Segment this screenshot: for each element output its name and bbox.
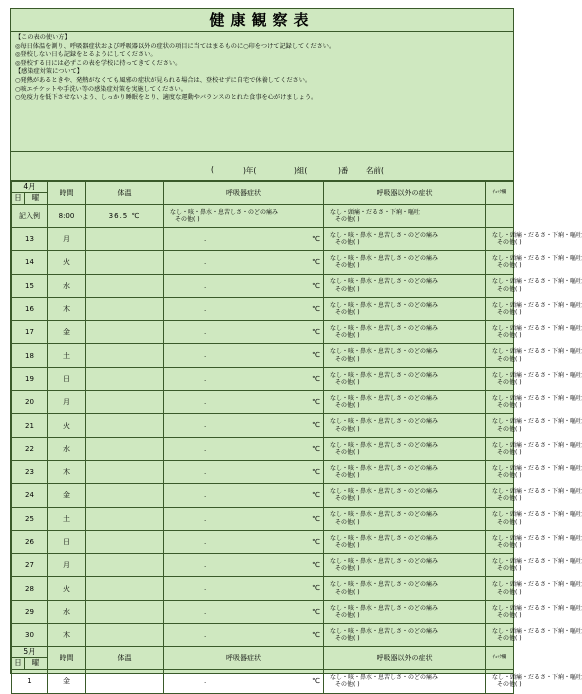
- temp-decimal-point: .: [204, 351, 207, 360]
- row-weekday: 木: [48, 297, 86, 320]
- table-row: [12, 437, 514, 460]
- row-day: 22: [12, 437, 48, 460]
- table-row: [12, 484, 514, 507]
- class-field[interactable]: )組(: [294, 166, 308, 175]
- resp-options-line1: なし・咳・鼻水・息苦しさ・のどの痛み: [330, 488, 439, 496]
- row-weekday: 金: [48, 484, 86, 507]
- weekday-header: 曜: [31, 193, 40, 202]
- row-time-input[interactable]: [86, 554, 164, 577]
- resp-options-line1: なし・咳・鼻水・息苦しさ・のどの痛み: [330, 231, 439, 239]
- table-row: [12, 414, 514, 437]
- month-label: 5月: [12, 647, 47, 658]
- row-temp-input[interactable]: [164, 414, 324, 437]
- row-nonresp-options[interactable]: [486, 367, 582, 390]
- nonresp-options-line2: その他( ): [497, 309, 522, 317]
- row-nonresp-options[interactable]: [486, 437, 582, 460]
- row-nonresp-options[interactable]: [486, 600, 582, 623]
- row-day: 29: [12, 600, 48, 623]
- table-row: [12, 577, 514, 600]
- row-time-input[interactable]: [86, 460, 164, 483]
- table-row: [12, 251, 514, 274]
- row-nonresp-options[interactable]: [486, 297, 582, 320]
- nonresp-options-line1: なし・頭痛・だるさ・下痢・嘔吐: [492, 581, 582, 589]
- instruction-line: ◎登校する日には必ずこの表を学校に持ってきてください。: [15, 59, 182, 67]
- resp-options-line1: なし・咳・鼻水・息苦しさ・のどの痛み: [330, 278, 439, 286]
- row-time-input[interactable]: [86, 507, 164, 530]
- row-temp-input[interactable]: [164, 437, 324, 460]
- row-resp-options[interactable]: [324, 321, 486, 344]
- row-nonresp-options[interactable]: [486, 577, 582, 600]
- row-weekday: 木: [48, 624, 86, 647]
- example-row: [12, 205, 514, 228]
- example-resp-line1: なし・咳・鼻水・息苦しさ・のどの痛み: [170, 208, 279, 216]
- temp-decimal-point: .: [204, 258, 207, 267]
- row-time-input[interactable]: [86, 600, 164, 623]
- row-resp-options[interactable]: [324, 391, 486, 414]
- row-day: 18: [12, 344, 48, 367]
- weekday-header: 曜: [31, 658, 40, 668]
- row-resp-options[interactable]: [324, 624, 486, 647]
- row-temp-input[interactable]: [164, 670, 324, 693]
- nonresp-options-line2: その他( ): [497, 565, 522, 573]
- row-day: 23: [12, 460, 48, 483]
- row-nonresp-options[interactable]: [486, 228, 582, 251]
- row-resp-options[interactable]: [324, 507, 486, 530]
- resp-options-line2: その他( ): [335, 378, 360, 386]
- example-check: [486, 205, 514, 228]
- temp-unit: ℃: [312, 421, 320, 430]
- temp-unit: ℃: [312, 258, 320, 267]
- row-weekday: 火: [48, 577, 86, 600]
- row-resp-options[interactable]: [324, 414, 486, 437]
- row-temp-input[interactable]: [164, 274, 324, 297]
- row-resp-options[interactable]: [324, 297, 486, 320]
- name-field[interactable]: 名前(: [366, 166, 384, 175]
- instruction-line: 【感染症対策について】: [15, 68, 83, 76]
- temp-unit: ℃: [312, 281, 320, 290]
- temp-unit: ℃: [312, 537, 320, 546]
- table-row: [12, 460, 514, 483]
- instructions: [11, 32, 513, 152]
- student-info-row: [11, 152, 513, 181]
- row-day: 25: [12, 507, 48, 530]
- row-weekday: 土: [48, 344, 86, 367]
- nonresp-options-line2: その他( ): [497, 635, 522, 643]
- instruction-line: ○咳エチケットや手洗い等の感染症対策を実施してください。: [15, 85, 187, 93]
- row-resp-options[interactable]: [324, 274, 486, 297]
- resp-options-line2: その他( ): [335, 355, 360, 363]
- temp-decimal-point: .: [204, 398, 207, 407]
- row-temp-input[interactable]: [164, 228, 324, 251]
- year-field[interactable]: )年(: [243, 166, 257, 175]
- row-time-input[interactable]: [86, 484, 164, 507]
- row-temp-input[interactable]: [164, 577, 324, 600]
- nonresp-options-line2: その他( ): [497, 681, 522, 689]
- row-nonresp-options[interactable]: [486, 484, 582, 507]
- example-time: 8:00: [48, 205, 86, 228]
- nonresp-options-line1: なし・頭痛・だるさ・下痢・嘔吐: [492, 418, 582, 426]
- temp-unit: ℃: [312, 631, 320, 640]
- temp-header: 体温: [86, 647, 164, 670]
- temp-decimal-point: .: [204, 467, 207, 476]
- table-row: [12, 321, 514, 344]
- time-header: 時間: [48, 647, 86, 670]
- row-nonresp-options[interactable]: [486, 530, 582, 553]
- temp-decimal-point: .: [204, 631, 207, 640]
- time-header: 時間: [48, 182, 86, 205]
- nonresp-options-line1: なし・頭痛・だるさ・下痢・嘔吐: [492, 627, 582, 635]
- row-resp-options[interactable]: [324, 460, 486, 483]
- resp-options-line2: その他( ): [335, 425, 360, 433]
- instruction-line: ◎登校しない日も記録をとるようにしてください。: [15, 51, 157, 59]
- row-resp-options[interactable]: [324, 437, 486, 460]
- row-temp-input[interactable]: [164, 460, 324, 483]
- row-resp-options[interactable]: [324, 600, 486, 623]
- row-time-input[interactable]: [86, 367, 164, 390]
- table-header: [12, 182, 514, 205]
- nonresp-options-line1: なし・頭痛・だるさ・下痢・嘔吐: [492, 488, 582, 496]
- nonresp-options-line1: なし・頭痛・だるさ・下痢・嘔吐: [492, 394, 582, 402]
- example-nonresp-line2: その他( ): [335, 216, 360, 223]
- number-field[interactable]: )番: [338, 166, 349, 175]
- row-weekday: 月: [48, 228, 86, 251]
- temp-unit: ℃: [312, 514, 320, 523]
- row-time-input[interactable]: [86, 274, 164, 297]
- row-weekday: 水: [48, 600, 86, 623]
- nonresp-options-line2: その他( ): [497, 542, 522, 549]
- row-temp-input[interactable]: [164, 600, 324, 623]
- table-row: [12, 274, 514, 297]
- page-title: 健康観察表: [11, 9, 513, 32]
- temp-unit: ℃: [312, 491, 320, 500]
- row-weekday: 月: [48, 554, 86, 577]
- nonresp-options-line1: なし・頭痛・だるさ・下痢・嘔吐: [492, 231, 582, 239]
- row-resp-options[interactable]: [324, 530, 486, 553]
- row-time-input[interactable]: [86, 391, 164, 414]
- resp-options-line2: その他( ): [335, 542, 360, 549]
- row-temp-input[interactable]: [164, 321, 324, 344]
- example-nonresp-line1: なし・頭痛・だるさ・下痢・嘔吐: [330, 208, 421, 216]
- nonresp-options-line2: その他( ): [497, 495, 522, 503]
- temp-decimal-point: .: [204, 491, 207, 500]
- temp-unit: ℃: [312, 328, 320, 337]
- row-nonresp-options[interactable]: [486, 344, 582, 367]
- resp-options-line1: なし・咳・鼻水・息苦しさ・のどの痛み: [330, 511, 439, 519]
- nonresp-options-line2: その他( ): [497, 588, 522, 596]
- resp-options-line2: その他( ): [335, 285, 360, 293]
- row-resp-options[interactable]: [324, 554, 486, 577]
- example-resp: [164, 205, 324, 228]
- temp-unit: ℃: [312, 677, 320, 686]
- temp-decimal-point: .: [204, 235, 207, 243]
- resp-options-line1: なし・咳・鼻水・息苦しさ・のどの痛み: [330, 325, 439, 333]
- resp-options-line2: その他( ): [335, 309, 360, 317]
- row-day: 27: [12, 554, 48, 577]
- resp-options-line1: なし・咳・鼻水・息苦しさ・のどの痛み: [330, 627, 439, 635]
- row-temp-input[interactable]: [164, 554, 324, 577]
- row-day: 17: [12, 321, 48, 344]
- row-day: 30: [12, 624, 48, 647]
- resp-options-line2: その他( ): [335, 518, 360, 526]
- row-day: 28: [12, 577, 48, 600]
- row-weekday: 水: [48, 274, 86, 297]
- temp-unit: ℃: [312, 235, 320, 243]
- example-temp: 36.5 ℃: [86, 205, 164, 228]
- row-day: 20: [12, 391, 48, 414]
- nonresp-options-line1: なし・頭痛・だるさ・下痢・嘔吐: [492, 301, 582, 309]
- row-resp-options[interactable]: [324, 228, 486, 251]
- row-temp-input[interactable]: [164, 367, 324, 390]
- nonresp-options-line1: なし・頭痛・だるさ・下痢・嘔吐: [492, 534, 582, 542]
- temp-unit: ℃: [312, 584, 320, 593]
- resp-options-line2: その他( ): [335, 402, 360, 410]
- row-day: 21: [12, 414, 48, 437]
- temp-unit: ℃: [312, 304, 320, 313]
- row-weekday: 日: [48, 530, 86, 553]
- table-row: [12, 367, 514, 390]
- row-nonresp-options[interactable]: [486, 391, 582, 414]
- row-time-input[interactable]: [86, 530, 164, 553]
- resp-options-line1: なし・咳・鼻水・息苦しさ・のどの痛み: [330, 255, 439, 263]
- day-header: 日: [12, 657, 25, 669]
- row-weekday: 日: [48, 367, 86, 390]
- row-weekday: 火: [48, 251, 86, 274]
- row-weekday: 金: [48, 670, 86, 693]
- resp-options-line1: なし・咳・鼻水・息苦しさ・のどの痛み: [330, 394, 439, 402]
- nonresp-options-line1: なし・頭痛・だるさ・下痢・嘔吐: [492, 278, 582, 286]
- row-resp-options[interactable]: [324, 367, 486, 390]
- table-row: [12, 344, 514, 367]
- row-temp-input[interactable]: [164, 251, 324, 274]
- temp-decimal-point: .: [204, 561, 207, 570]
- month-day-header: [12, 647, 48, 670]
- row-resp-options[interactable]: [324, 577, 486, 600]
- temp-unit: ℃: [312, 398, 320, 407]
- row-temp-input[interactable]: [164, 391, 324, 414]
- temp-unit: ℃: [312, 351, 320, 360]
- nonresp-options-line1: なし・頭痛・だるさ・下痢・嘔吐: [492, 604, 582, 612]
- row-time-input[interactable]: [86, 624, 164, 647]
- resp-options-line1: なし・咳・鼻水・息苦しさ・のどの痛み: [330, 674, 439, 682]
- row-resp-options[interactable]: [324, 484, 486, 507]
- month-day-header: [12, 182, 48, 205]
- row-time-input[interactable]: [86, 670, 164, 693]
- temp-header: 体温: [86, 182, 164, 205]
- row-nonresp-options[interactable]: [486, 624, 582, 647]
- temp-decimal-point: .: [204, 421, 207, 430]
- resp-options-line2: その他( ): [335, 472, 360, 480]
- nonresp-options-line2: その他( ): [497, 402, 522, 410]
- resp-options-line2: その他( ): [335, 611, 360, 619]
- temp-unit: ℃: [312, 467, 320, 476]
- row-day: 1: [12, 670, 48, 693]
- instruction-line: ○発熱があるときや、発熱がなくても風邪の症状が見られる場合は、登校せずに自宅で休養してください。: [15, 76, 312, 84]
- instruction-line: ○免疫力を低下させないよう、しっかり睡眠をとり、適度な運動やバランスのとれた食事を心がけましょう。: [15, 94, 318, 102]
- temp-unit: ℃: [312, 374, 320, 383]
- nonresp-options-line1: なし・頭痛・だるさ・下痢・嘔吐: [492, 441, 582, 449]
- nonresp-options-line1: なし・頭痛・だるさ・下痢・嘔吐: [492, 348, 582, 356]
- nonresp-options-line1: なし・頭痛・だるさ・下痢・嘔吐: [492, 674, 582, 682]
- row-day: 19: [12, 367, 48, 390]
- temp-decimal-point: .: [204, 677, 207, 686]
- row-temp-input[interactable]: [164, 344, 324, 367]
- example-label: 記入例: [12, 205, 48, 228]
- table-header-may: [12, 647, 514, 670]
- row-weekday: 水: [48, 437, 86, 460]
- resp-options-line1: なし・咳・鼻水・息苦しさ・のどの痛み: [330, 371, 439, 379]
- row-time-input[interactable]: [86, 228, 164, 251]
- row-nonresp-options[interactable]: [486, 321, 582, 344]
- nonresp-options-line2: その他( ): [497, 472, 522, 480]
- row-temp-input[interactable]: [164, 530, 324, 553]
- resp-options-line1: なし・咳・鼻水・息苦しさ・のどの痛み: [330, 348, 439, 356]
- nonresp-options-line2: その他( ): [497, 611, 522, 619]
- temp-unit: ℃: [312, 607, 320, 616]
- resp-options-line2: その他( ): [335, 681, 360, 689]
- table-row: [12, 554, 514, 577]
- resp-options-line2: その他( ): [335, 262, 360, 270]
- resp-options-line2: その他( ): [335, 448, 360, 456]
- row-resp-options[interactable]: [324, 344, 486, 367]
- temp-decimal-point: .: [204, 281, 207, 290]
- table-row: [12, 670, 514, 693]
- nonresp-options-line1: なし・頭痛・だるさ・下痢・嘔吐: [492, 325, 582, 333]
- instruction-line: 【この表の使い方】: [15, 34, 71, 41]
- row-nonresp-options[interactable]: [486, 670, 582, 693]
- table-row: [12, 530, 514, 553]
- row-temp-input[interactable]: [164, 297, 324, 320]
- table-row: [12, 391, 514, 414]
- nonresp-options-line1: なし・頭痛・だるさ・下痢・嘔吐: [492, 255, 582, 263]
- check-header: ﾁｪｯｸ欄: [486, 182, 514, 205]
- health-observation-sheet: [10, 8, 582, 689]
- row-day: 14: [12, 251, 48, 274]
- row-time-input[interactable]: [86, 577, 164, 600]
- row-time-input[interactable]: [86, 297, 164, 320]
- resp-header: 呼吸器症状: [164, 647, 324, 670]
- resp-options-line1: なし・咳・鼻水・息苦しさ・のどの痛み: [330, 534, 439, 542]
- row-nonresp-options[interactable]: [486, 251, 582, 274]
- temp-unit: ℃: [312, 444, 320, 453]
- table-row: [12, 600, 514, 623]
- row-time-input[interactable]: [86, 251, 164, 274]
- nonresp-options-line2: その他( ): [497, 355, 522, 363]
- nonresp-options-line2: その他( ): [497, 448, 522, 456]
- resp-options-line1: なし・咳・鼻水・息苦しさ・のどの痛み: [330, 418, 439, 426]
- nonresp-options-line2: その他( ): [497, 518, 522, 526]
- temp-decimal-point: .: [204, 537, 207, 546]
- row-day: 15: [12, 274, 48, 297]
- nonresp-options-line2: その他( ): [497, 332, 522, 340]
- row-resp-options[interactable]: [324, 670, 486, 693]
- nonresp-options-line1: なし・頭痛・だるさ・下痢・嘔吐: [492, 558, 582, 565]
- nonresp-options-line2: その他( ): [497, 262, 522, 270]
- temp-decimal-point: .: [204, 607, 207, 616]
- row-weekday: 金: [48, 321, 86, 344]
- row-day: 26: [12, 530, 48, 553]
- resp-options-line2: その他( ): [335, 635, 360, 643]
- temp-decimal-point: .: [204, 514, 207, 523]
- temp-decimal-point: .: [204, 328, 207, 337]
- row-nonresp-options[interactable]: [486, 507, 582, 530]
- row-weekday: 月: [48, 391, 86, 414]
- nonresp-options-line1: なし・頭痛・だるさ・下痢・嘔吐: [492, 511, 582, 519]
- row-time-input[interactable]: [86, 414, 164, 437]
- observation-table: [11, 181, 582, 694]
- day-header: 日: [12, 192, 25, 204]
- resp-options-line1: なし・咳・鼻水・息苦しさ・のどの痛み: [330, 464, 439, 472]
- nonresp-options-line2: その他( ): [497, 239, 522, 247]
- row-nonresp-options[interactable]: [486, 274, 582, 297]
- row-weekday: 火: [48, 414, 86, 437]
- resp-options-line2: その他( ): [335, 495, 360, 503]
- nonresp-options-line2: その他( ): [497, 378, 522, 386]
- table-row: [12, 624, 514, 647]
- resp-options-line1: なし・咳・鼻水・息苦しさ・のどの痛み: [330, 604, 439, 612]
- month-label: 4月: [12, 182, 47, 193]
- row-day: 16: [12, 297, 48, 320]
- row-nonresp-options[interactable]: [486, 414, 582, 437]
- nonresp-options-line2: その他( ): [497, 285, 522, 293]
- row-day: 13: [12, 228, 48, 251]
- resp-options-line1: なし・咳・鼻水・息苦しさ・のどの痛み: [330, 441, 439, 449]
- example-resp-line2: その他( ): [175, 216, 200, 223]
- year-open: (: [211, 165, 214, 174]
- row-nonresp-options[interactable]: [486, 460, 582, 483]
- row-nonresp-options[interactable]: [486, 554, 582, 577]
- temp-decimal-point: .: [204, 304, 207, 313]
- resp-options-line2: その他( ): [335, 588, 360, 596]
- temp-decimal-point: .: [204, 584, 207, 593]
- resp-options-line2: その他( ): [335, 332, 360, 340]
- instruction-line: ◎毎日体温を測り、呼吸器症状および呼吸器以外の症状の項目に当てはまるものに○印をつけて記録してください。: [15, 42, 336, 50]
- row-time-input[interactable]: [86, 321, 164, 344]
- temp-decimal-point: .: [204, 444, 207, 453]
- row-time-input[interactable]: [86, 344, 164, 367]
- check-header: ﾁｪｯｸ欄: [486, 647, 514, 670]
- table-row: [12, 297, 514, 320]
- row-day: 24: [12, 484, 48, 507]
- row-temp-input[interactable]: [164, 624, 324, 647]
- nonresp-header: 呼吸器以外の症状: [324, 647, 486, 670]
- resp-header: 呼吸器症状: [164, 182, 324, 205]
- row-time-input[interactable]: [86, 437, 164, 460]
- resp-options-line1: なし・咳・鼻水・息苦しさ・のどの痛み: [330, 301, 439, 309]
- temp-decimal-point: .: [204, 374, 207, 383]
- nonresp-options-line1: なし・頭痛・だるさ・下痢・嘔吐: [492, 371, 582, 379]
- resp-options-line1: なし・咳・鼻水・息苦しさ・のどの痛み: [330, 581, 439, 589]
- nonresp-options-line1: なし・頭痛・だるさ・下痢・嘔吐: [492, 464, 582, 472]
- resp-options-line2: その他( ): [335, 565, 360, 573]
- nonresp-header: 呼吸器以外の症状: [324, 182, 486, 205]
- row-weekday: 土: [48, 507, 86, 530]
- row-temp-input[interactable]: [164, 507, 324, 530]
- row-temp-input[interactable]: [164, 484, 324, 507]
- nonresp-options-line2: その他( ): [497, 425, 522, 433]
- resp-options-line2: その他( ): [335, 239, 360, 247]
- row-resp-options[interactable]: [324, 251, 486, 274]
- row-weekday: 木: [48, 460, 86, 483]
- table-row: [12, 507, 514, 530]
- resp-options-line1: なし・咳・鼻水・息苦しさ・のどの痛み: [330, 558, 439, 565]
- example-nonresp: [324, 205, 486, 228]
- table-row: [12, 228, 514, 251]
- temp-unit: ℃: [312, 561, 320, 570]
